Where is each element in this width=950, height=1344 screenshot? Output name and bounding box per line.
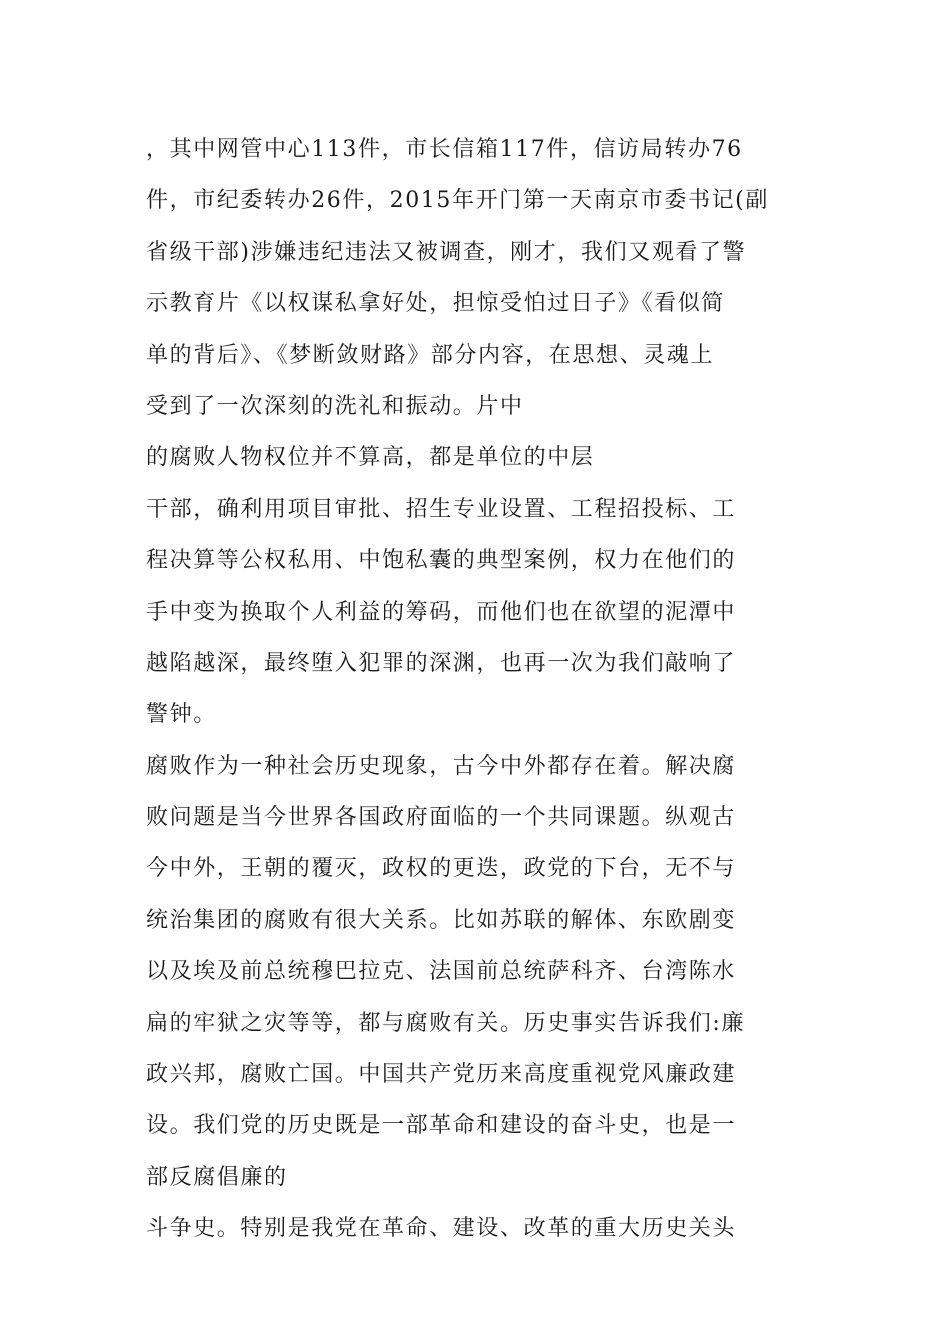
text-line: 越陷越深，最终堕入犯罪的深渊，也再一次为我们敲响了 bbox=[146, 650, 737, 676]
text-line: 扁的牢狱之灾等等，都与腐败有关。历史事实告诉我们:廉 bbox=[146, 1010, 746, 1036]
text-line: 统治集团的腐败有很大关系。比如苏联的解体、东欧剧变 bbox=[146, 907, 737, 933]
text-line: 单的背后》、《梦断敛财路》部分内容，在思想、灵魂上 bbox=[146, 342, 715, 368]
text-line: 干部，确利用项目审批、招生专业设置、工程招投标、工 bbox=[146, 496, 737, 522]
text-line: 败问题是当今世界各国政府面临的一个共同课题。纵观古 bbox=[146, 805, 737, 831]
text-line: 的腐败人物权位并不算高，都是单位的中层 bbox=[146, 445, 595, 471]
text-line: 政兴邦，腐败亡国。中国共产党历来高度重视党风廉政建 bbox=[146, 1062, 737, 1088]
text-line: 件，市纪委转办26件，2015年开门第一天南京市委书记(副 bbox=[146, 188, 769, 214]
text-line: 设。我们党的历史既是一部革命和建设的奋斗史，也是一 bbox=[146, 1113, 737, 1139]
body-text bbox=[146, 124, 806, 1255]
text-line: ，其中网管中心113件，市长信箱117件，信访局转办76 bbox=[146, 137, 743, 162]
text-line: 受到了一次深刻的洗礼和振动。片中 bbox=[146, 393, 524, 419]
text-line: 警钟。 bbox=[146, 702, 217, 728]
text-line: 今中外，王朝的覆灭，政权的更迭，政党的下台，无不与 bbox=[146, 856, 737, 882]
text-line: 省级干部)涉嫌违纪违法又被调查，刚才，我们又观看了警 bbox=[146, 239, 747, 265]
text-line: 斗争史。特别是我党在革命、建设、改革的重大历史关头 bbox=[146, 1216, 737, 1242]
text-line: 部反腐倡廉的 bbox=[146, 1164, 288, 1190]
text-line: 腐败作为一种社会历史现象，古今中外都存在着。解决腐 bbox=[146, 753, 737, 779]
text-line: 以及埃及前总统穆巴拉克、法国前总统萨科齐、台湾陈水 bbox=[146, 959, 737, 985]
text-line: 示教育片《以权谋私拿好处，担惊受怕过日子》《看似简 bbox=[146, 291, 726, 317]
text-line: 程决算等公权私用、中饱私囊的典型案例，权力在他们的 bbox=[146, 548, 737, 574]
text-line: 手中变为换取个人利益的筹码，而他们也在欲望的泥潭中 bbox=[146, 599, 737, 625]
